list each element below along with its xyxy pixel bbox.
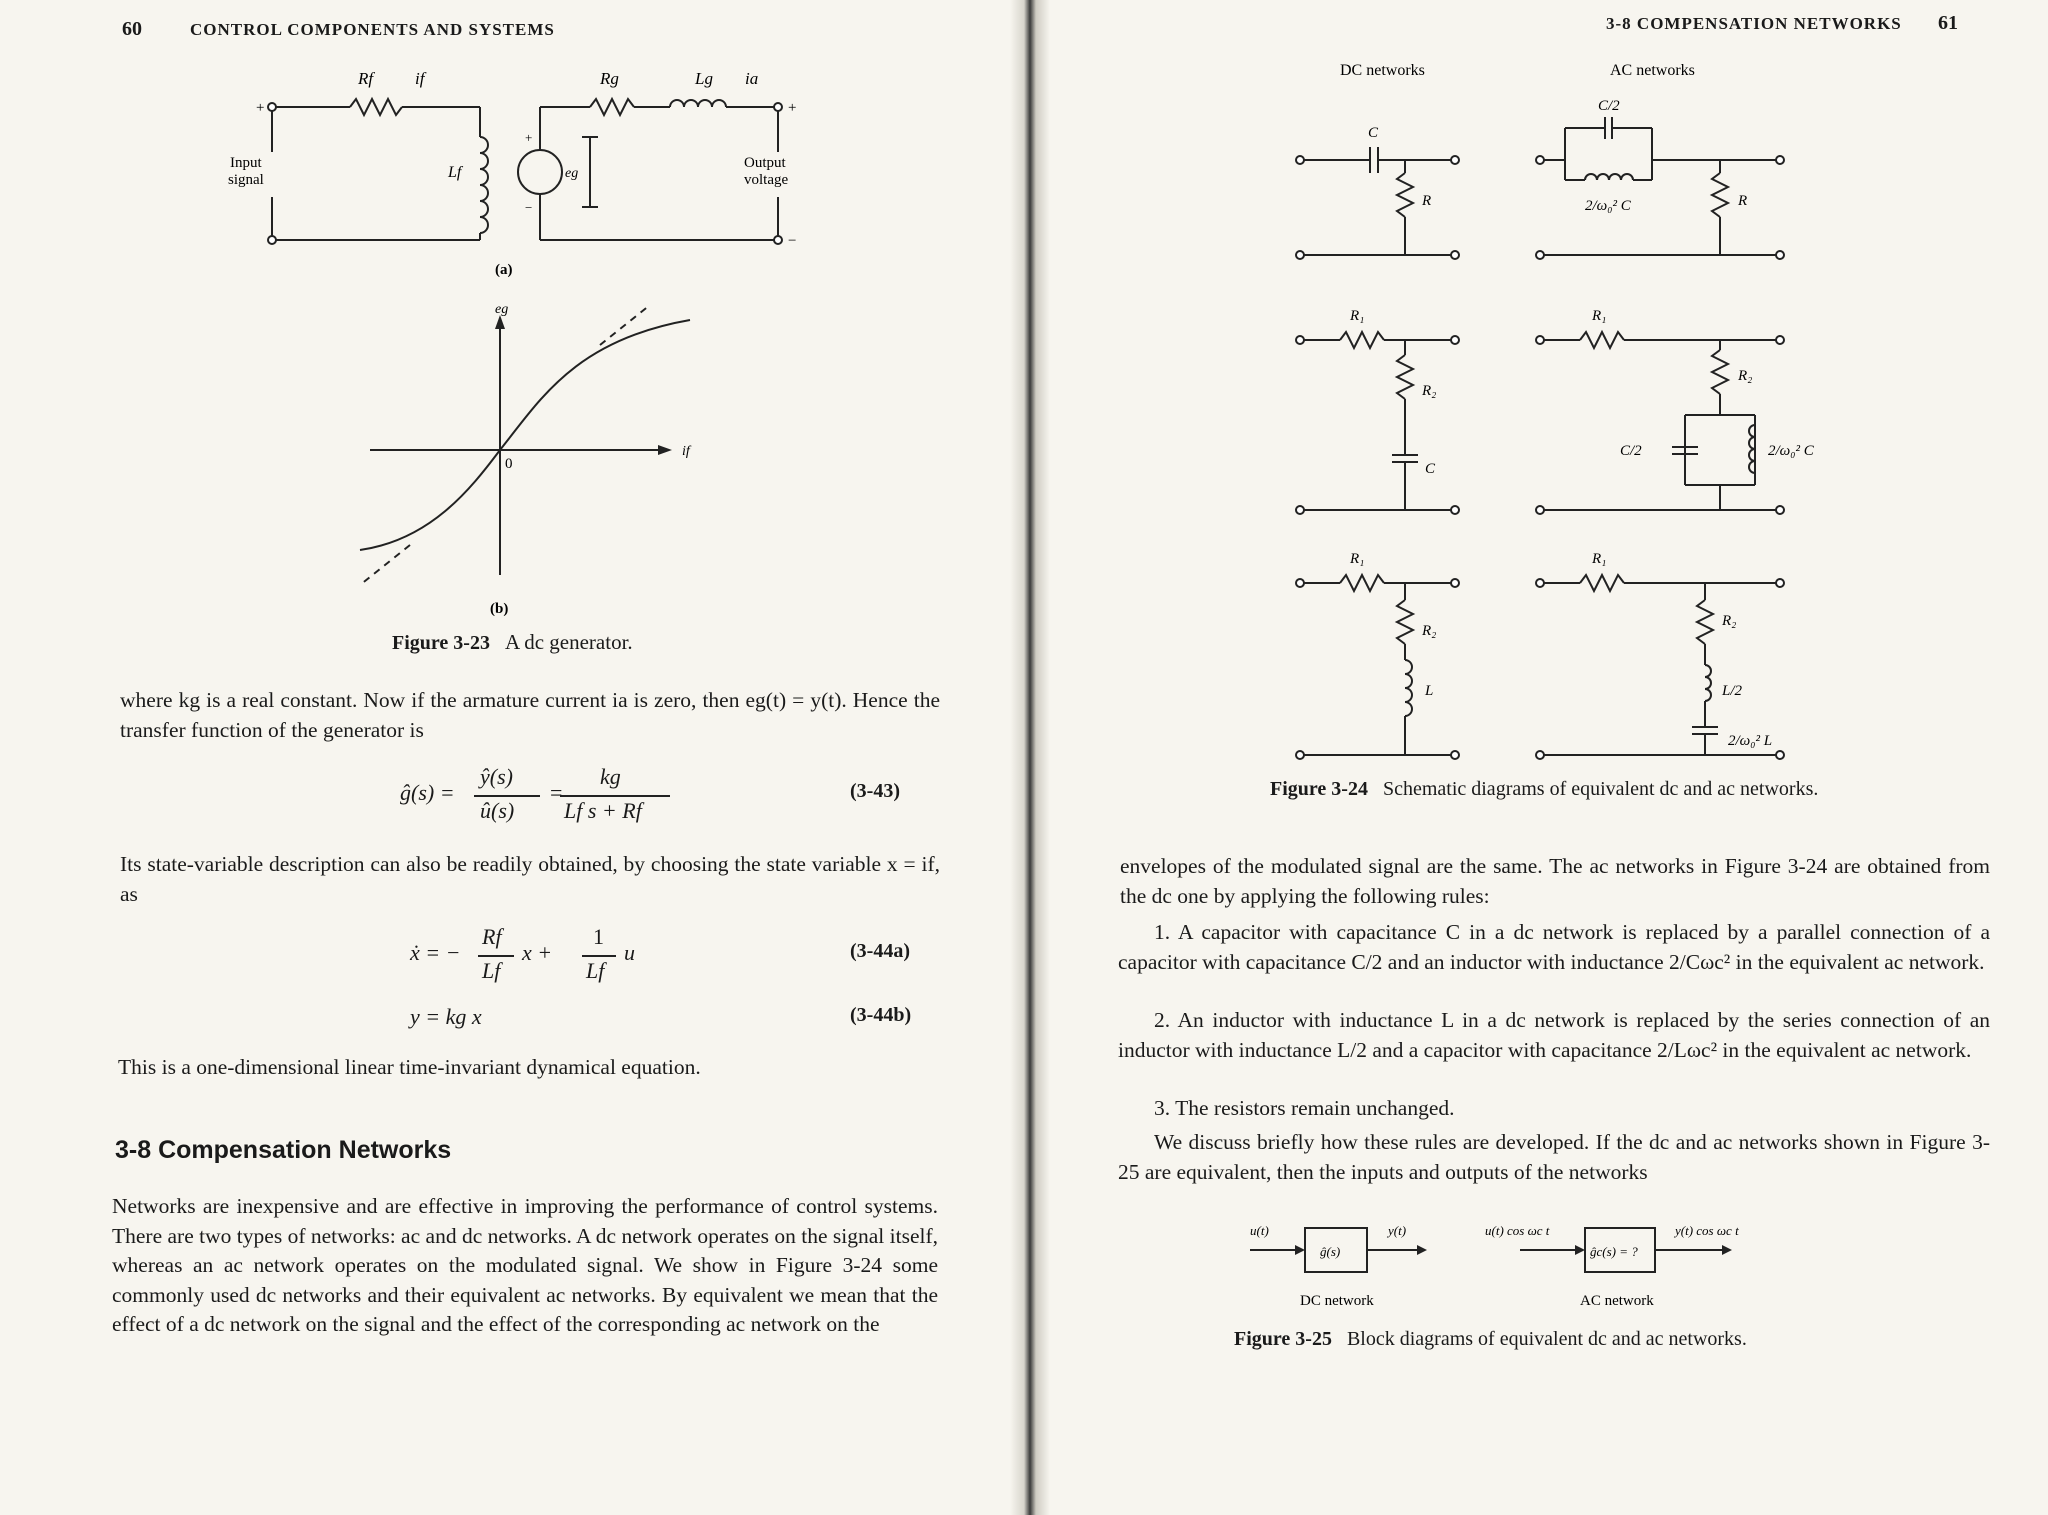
eq343-den2: Lf s + Rf [564,798,642,823]
label-if: if [415,69,425,88]
svg-text:+: + [525,130,533,145]
lbl-r1-dc3: R₁ [1350,551,1365,567]
dc-networks-title: DC networks [1340,62,1425,79]
lbl-r-ac1: R [1738,193,1748,209]
eq344a-num2: 1 [593,924,604,949]
dc-network-label: DC network [1300,1293,1374,1309]
lbl-r1-ac3: R₁ [1592,551,1607,567]
ac-input-label: u(t) cos ωc t [1485,1223,1550,1238]
fig-a-sublabel: (a) [495,262,513,278]
y-axis-label: eg [495,302,509,317]
eq343-num1: ŷ(s) [480,764,513,789]
inductor-lg [670,100,726,107]
page-number-left: 60 [122,18,142,40]
eq344a-den2: Lf [586,958,605,983]
eq343-num2: kg [600,764,621,789]
label-signal: signal [228,172,264,188]
caption-text: A dc generator. [504,630,633,654]
equation-3-43 [400,762,960,832]
label-rf: Rf [358,69,374,88]
lbl-r2-ac3: R₂ [1722,613,1737,629]
label-rg: Rg [600,69,619,88]
inductor-lf [480,137,488,233]
running-head-left: CONTROL COMPONENTS AND SYSTEMS [190,20,555,39]
label-lf: Lf [448,164,462,181]
ac-output-label: y(t) cos ωc t [1675,1223,1739,1238]
caption-label: Figure 3-25 [1234,1328,1332,1350]
label-voltage: voltage [744,172,789,188]
lbl-c-ac3: 2/ω₀² L [1728,733,1773,749]
svg-text:−: − [788,233,797,249]
ac-networks-title: AC networks [1610,62,1695,79]
eq343-eq: = [550,780,563,805]
caption-label: Figure 3-24 [1270,778,1368,800]
figure-3-25-caption [1234,1327,1854,1351]
lbl-l-ac1: 2/ω₀² C [1585,198,1631,214]
right-page [1040,0,2048,1515]
origin-label: 0 [505,456,513,472]
eq343-den1: û(s) [480,798,515,823]
caption-label: Figure 3-23 [392,632,490,654]
eq344a-bar1 [478,955,514,957]
eq344a-bar2 [582,955,616,957]
lbl-l-half: L/2 [1722,683,1743,699]
eq344a-num1: Rf [482,924,502,949]
lbl-r2-dc3: R₂ [1422,623,1437,639]
left-page [0,0,1020,1515]
caption-text: Block diagrams of equivalent dc and ac networks. [1346,1328,1747,1350]
eq344a-mid: x + [522,940,553,965]
fig-b-sublabel: (b) [490,601,509,617]
figure-3-23-caption [392,630,633,655]
resistor-rg [590,99,634,115]
eq344a-tail: u [624,940,635,965]
figure-3-24-caption [1270,777,1850,801]
label-output: Output [744,155,786,171]
resistor-rf [350,99,402,115]
paragraph-rules-intro: envelopes of the modulated signal are the same. The ac networks in Figure 3-24 are obtained from the dc one by applying the following rules: [1120,854,1990,908]
x-axis-label: if [682,444,690,459]
paragraph-transfer-intro: where kg is a real constant. Now if the armature current ia is zero, then eg(t) = y(t). Hence the transfer function of the generator is [120,688,940,742]
ac-transfer-label: ĝc(s) = ? [1590,1244,1638,1259]
lbl-r1-dc2: R₁ [1350,308,1365,324]
section-title: 3-8 Compensation Networks [115,1136,452,1164]
paragraph-discussion: We discuss briefly how these rules are developed. If the dc and ac networks shown in Figure 3-25 are equivalent, then the inputs and outputs of the networks [1118,1130,1990,1184]
lbl-l-ac2: 2/ω₀² C [1768,443,1814,459]
eq343-bar2 [560,795,670,797]
lbl-r-dc1: R [1422,193,1432,209]
svg-text:−: − [525,200,533,215]
page-number-right: 61 [1938,12,1958,34]
label-input: Input [230,155,262,171]
caption-text: Schematic diagrams of equivalent dc and ac networks. [1382,778,1819,800]
lbl-c-half: C/2 [1620,443,1642,459]
eq344a-den1: Lf [482,958,501,983]
eq343-lhs: ĝ(s) = [400,780,455,805]
rule-1: 1. A capacitor with capacitance C in a dc network is replaced by a parallel connection of a capacitor with capacitance C/2 and an inductor with inductance 2/Cωc² in the equivalent ac network. [1118,920,1990,974]
paragraph-networks: Networks are inexpensive and are effective in improving the performance of control systems. There are two types of networks: ac and dc networks. A dc network operates on the signal itself, whereas an ac network operates on the modulated signal. We show in Figure 3-24 some commonly used dc networks and their equivalent ac networks. By equivalent we mean that the effect of a dc network on the signal and the effect of the corresponding ac network on the [112,1194,938,1337]
lbl-c2-ac1: C/2 [1598,98,1620,114]
eq343-bar1 [474,795,540,797]
dc-output-label: y(t) [1388,1223,1407,1238]
dc-transfer-label: ĝ(s) [1320,1244,1341,1259]
lbl-c-dc2: C [1425,461,1436,477]
lbl-r1-ac2: R₁ [1592,308,1607,324]
paragraph-dynamical-eq: This is a one-dimensional linear time-invariant dynamical equation. [118,1055,701,1079]
rule-2: 2. An inductor with inductance L in a dc network is replaced by the series connection of an inductor with inductance L/2 and a capacitor with capacitance 2/Lωc² in the equivalent ac network. [1118,1008,1990,1062]
label-eg: eg [565,166,579,181]
paragraph-state-intro: Its state-variable description can also be readily obtained, by choosing the state variable x = if, as [120,852,940,906]
equation-3-44a [410,922,960,994]
eq344b-text: y = kg x [410,1004,482,1029]
lbl-r2-ac2: R₂ [1738,368,1753,384]
eq344b-number: (3-44b) [850,1004,912,1026]
running-head-right: 3-8 COMPENSATION NETWORKS [1606,14,1902,33]
magnetization-curve [330,295,730,617]
label-lg: Lg [695,69,713,88]
equation-3-44b [410,1004,960,1036]
lbl-r2-dc2: R₂ [1422,383,1437,399]
ac-network-label: AC network [1580,1293,1654,1309]
dc-input-label: u(t) [1250,1223,1269,1238]
svg-text:+: + [256,100,265,116]
eq344a-number: (3-44a) [850,940,910,962]
lbl-c: C [1368,125,1379,141]
rule-3: 3. The resistors remain unchanged. [1154,1096,1455,1120]
lbl-l-dc3: L [1425,683,1434,699]
eq344a-lhs: ẋ = − [410,940,461,965]
label-ia: ia [745,69,759,88]
block-diagrams-figure [1230,1210,1890,1320]
svg-text:+: + [788,100,797,116]
dc-generator-circuit [228,62,830,292]
eq343-number: (3-43) [850,780,900,802]
compensation-networks-figure [1280,55,1840,775]
